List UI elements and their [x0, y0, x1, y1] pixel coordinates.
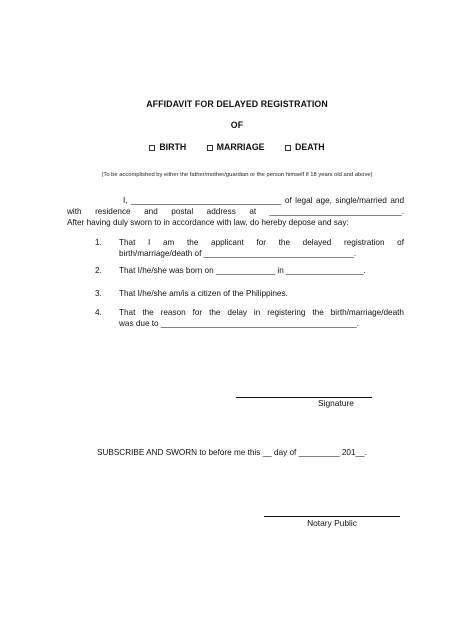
item-2-line-1: That I/he/she was born on _____________ in _________________.: [119, 266, 366, 275]
option-birth[interactable]: [149, 142, 186, 152]
item-1-line-2: birth/marriage/death of _________________________________.: [119, 249, 357, 258]
item-1-line-1: That I am the applicant for the delayed registration of: [119, 238, 404, 247]
item-number: 3.: [95, 289, 102, 298]
item-4-line-2: was due to ___________________________________________.: [119, 319, 359, 328]
option-death-label: DEATH: [295, 142, 325, 152]
document-subtitle: OF: [230, 120, 244, 130]
checkbox-icon[interactable]: [207, 145, 213, 151]
intro-line-1: I, _________________________________ of legal age, single/married and: [123, 196, 404, 205]
intro-line-3: After having duly sworn to in accordance with law, do hereby depose and say:: [67, 218, 349, 227]
notary-signature-line[interactable]: [264, 516, 400, 517]
instruction-note: (To be accomplished by either the father/mother/guardian or the person himself if 18 years old and above): [101, 172, 373, 178]
registration-type-options: [0, 142, 474, 152]
intro-line-2: with residence and postal address at _____________________________.: [67, 207, 404, 216]
item-3-line-1: That I/he/she am/is a citizen of the Philippines.: [119, 289, 288, 298]
option-marriage-label: MARRIAGE: [216, 142, 265, 152]
checkbox-icon[interactable]: [149, 145, 155, 151]
signature-label: Signature: [318, 398, 354, 408]
notary-label: Notary Public: [307, 518, 357, 528]
option-marriage[interactable]: [207, 142, 265, 152]
item-4-line-1: That the reason for the delay in registering the birth/marriage/death: [119, 308, 404, 317]
checkbox-icon[interactable]: [285, 145, 291, 151]
item-number: 2.: [95, 266, 102, 275]
option-birth-label: BIRTH: [159, 142, 187, 152]
document-title: AFFIDAVIT FOR DELAYED REGISTRATION: [146, 99, 328, 109]
sworn-statement: SUBSCRIBE AND SWORN to before me this __ day of _________ 201__.: [97, 448, 367, 457]
item-number: 4.: [95, 308, 102, 317]
option-death[interactable]: [285, 142, 325, 152]
item-number: 1.: [95, 238, 102, 247]
